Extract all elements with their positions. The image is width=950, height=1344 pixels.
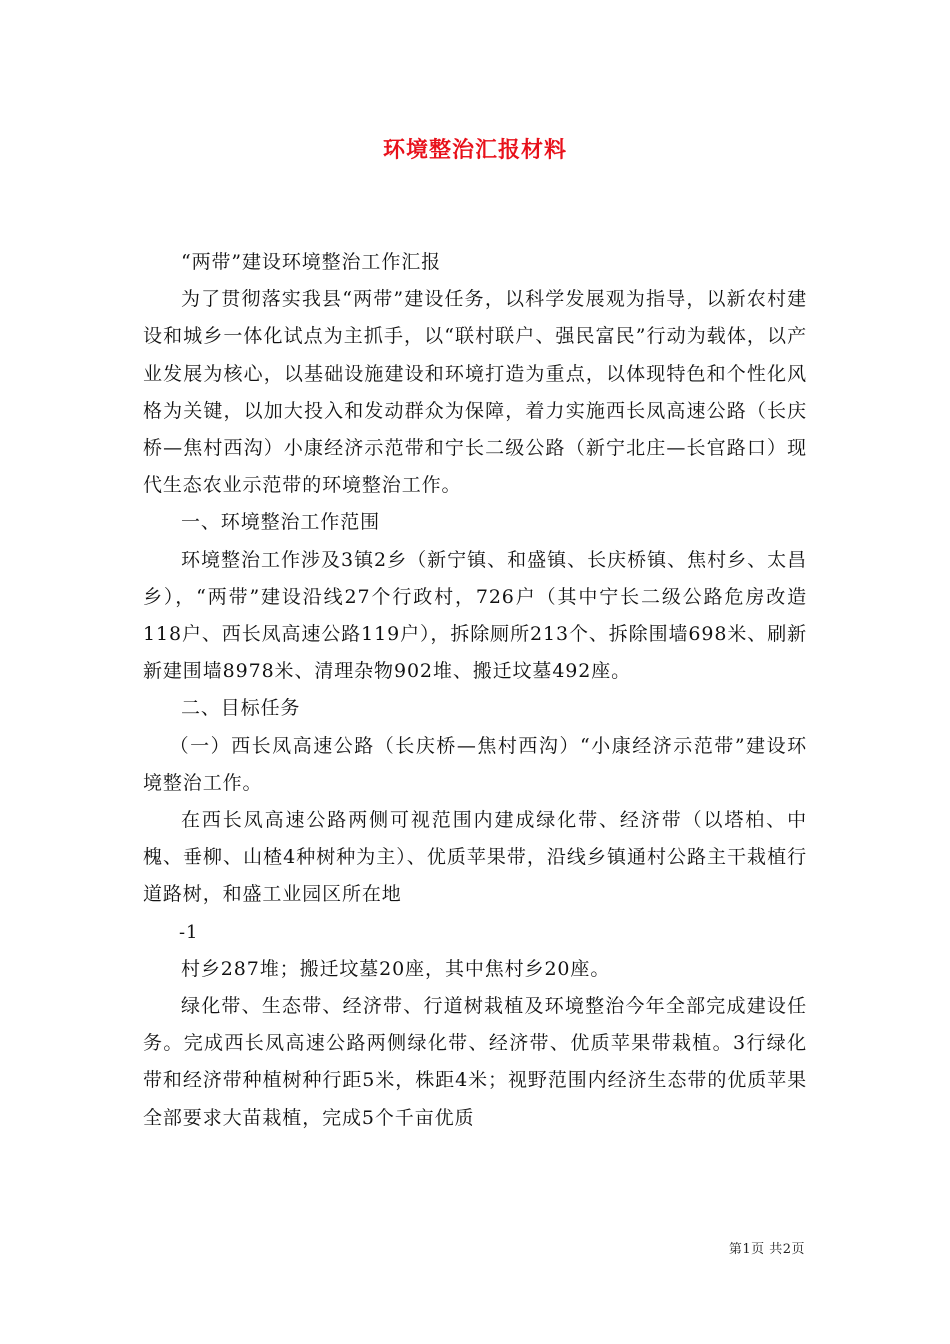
report-subtitle: “两带”建设环境整治工作汇报 [181, 251, 442, 273]
subsection-heading: （一）西长凤高速公路（长庆桥—焦村西沟）“小康经济示范带”建设环境整治工作。 [143, 734, 807, 794]
document-body [143, 244, 807, 1137]
document-title: 环境整治汇报材料 [382, 137, 567, 163]
page-footer: 第1页 共2页 [728, 1242, 805, 1257]
section-heading-goals: 二、目标任务 [181, 697, 301, 720]
goals-paragraph: 在西长凤高速公路两侧可视范围内建成绿化带、经济带（以塔柏、中槐、垂柳、山楂4种树种为主）、优质苹果带，沿线乡镇通村公路主干栽植行道路树，和盛工业园区所在地 [143, 809, 807, 906]
scope-paragraph: 环境整治工作涉及3镇2乡（新宁镇、和盛镇、长庆桥镇、焦村乡、太昌乡），“两带”建设沿线27个行政村，726户（其中宁长二级公路危房改造118户、西长凤高速公路119户），拆除厕所213个、拆除围墙698米、刷新新建围墙8978米、清理杂物902堆、搬迁坟墓492座。 [143, 548, 807, 683]
planting-paragraph: 绿化带、生态带、经济带、行道树栽植及环境整治今年全部完成建设任务。完成西长凤高速公路两侧绿化带、经济带、优质苹果带栽植。3行绿化带和经济带种植树种行距5米，株距4米；视野范围内经济生态带的优质苹果全部要求大苗栽植，完成5个千亩优质 [143, 995, 807, 1129]
continued-paragraph: 村乡287堆；搬迁坟墓20座，其中焦村乡20座。 [181, 957, 611, 980]
intro-paragraph: 为了贯彻落实我县“两带”建设任务，以科学发展观为指导，以新农村建设和城乡一体化试点为主抓手，以“联村联户、强民富民”行动为载体，以产业发展为核心，以基础设施建设和环境打造为重点，以体现特色和个性化风格为关键，以加大投入和发动群众为保障，着力实施西长凤高速公路（长庆桥—焦村西沟）小康经济示范带和宁长二级公路（新宁北庄—长官路口）现代生态农业示范带的环境整治工作。 [143, 288, 807, 497]
page-marker: -1 [179, 921, 199, 943]
section-heading-scope: 一、环境整治工作范围 [181, 511, 381, 534]
